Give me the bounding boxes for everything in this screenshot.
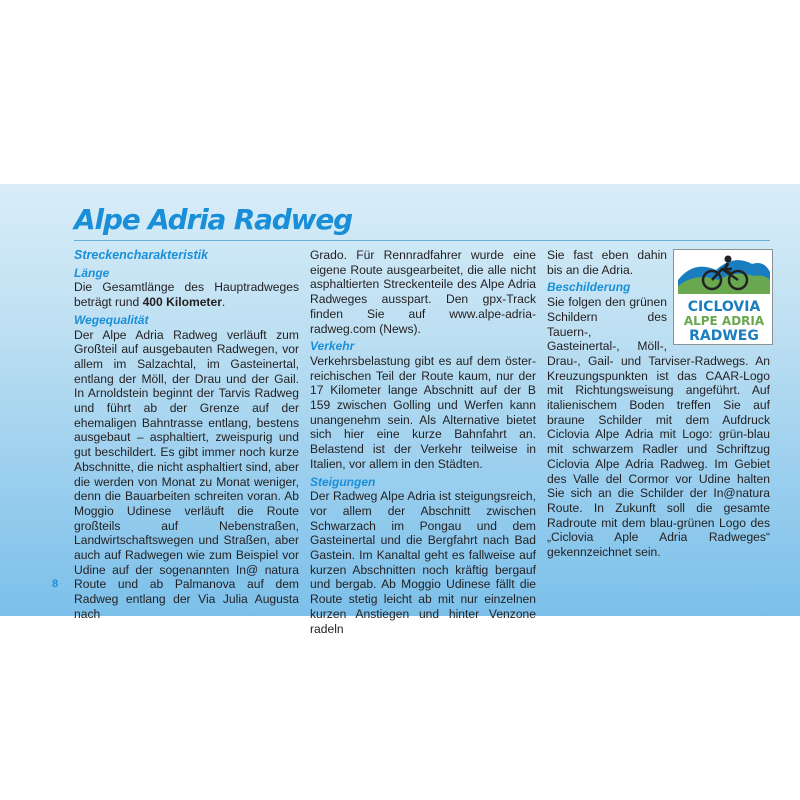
column-1 <box>74 248 299 622</box>
laenge-value: 400 Kilometer <box>142 295 222 310</box>
laenge-text: Die Gesamtlänge des Hauptradweges beträgt rund <box>74 280 299 310</box>
paragraph-wegequalitaet: Der Alpe Adria Radweg verläuft zum Großteil auf ausgebauten Radwegen, vor allem im Salzachtal, im Gasteinertal, entlang der Möll, der Drau und der Gail. In Arnoldstein beginnt der Tarvis Radweg und führt ab der Grenze auf der ehemaligen Bahntrasse entlang, bestens ausgebaut – asphaltiert, zweispurig und gut beschildert. Es gibt immer noch kurze Abschnitte, die nicht asphaltiert sind, aber die werden von Monat zu Monat weniger, denn die Bauarbeiten schreiten voran. Ab Moggio Udinese verläuft die Route großteils auf Nebenstraßen, Landwirtschaftswegen und Straßen, aber auch auf Radwegen wie zum Beispiel vor Udine auf der sogenannten In@ natura Route und ab Palmanova auf dem Radweg entlang der Via Julia Augusta nach <box>74 327 299 621</box>
logo-line-1: CICLOVIA <box>687 299 761 315</box>
heading-verkehr: Verkehr <box>310 339 355 354</box>
section-subtitle: Streckencharakteristik <box>74 248 209 262</box>
page-title: Alpe Adria Radweg <box>74 203 352 236</box>
page-number: 8 <box>52 578 59 590</box>
paragraph-laenge <box>74 280 299 309</box>
paragraph-steigungen: Der Radweg Alpe Adria ist steigungsreich, vor allem der Abschnitt zwischen Schwarzach im Pongau und dem Gasteinertal und die Bergfahrt nach Bad Gastein. Im Kanaltal geht es fallweise auf kurzen Abschnitten noch kräftig bergauf und bergab. Ab Moggio Udinese fällt die Route stetig leicht ab mit nur einzelnen kurzen Anstiegen und hinter Venzone radeln <box>310 489 536 636</box>
heading-steigungen: Steigungen <box>310 474 376 489</box>
cyclist-icon <box>674 250 774 346</box>
logo-line-2: ALPE ADRIA <box>683 314 765 328</box>
logo-line-3: RADWEG <box>689 328 759 344</box>
paragraph-wegequalitaet-continued: Grado. Für Rennradfahrer wurde eine eigene Route ausgearbeitet, die alle nicht asphaltierten Streckenteile des Alpe Adria Radweges ausspart. Den gpx-Track finden Sie auf www.alpe-adria-radweg.com (News). <box>310 248 536 336</box>
title-divider <box>74 240 770 241</box>
heading-beschilderung: Beschilderung <box>547 280 631 295</box>
column-2 <box>310 248 536 636</box>
paragraph-steigungen-continued: Sie fast eben dahin bis an die Adria. <box>547 248 667 277</box>
column-3 <box>547 248 770 560</box>
heading-laenge: Länge <box>74 265 110 280</box>
paragraph-beschilderung: Sie folgen den grünen Schildern des Tauern-, Gasteinertal-, Möll-, Drau-, Gail- und Tarviser-Radwegs. An Kreuzungspunkten ist das CAAR-Logo mit Richtungsweisung angeführt. Auf italienischem Boden treffen Sie auf braune Schilder mit dem Aufdruck Ciclovia Alpe Adria mit Logo: grün-blau mit schwarzem Radler und Schriftzug Ciclovia Alpe Adria Radweg. Im Gebiet des Valle del Cormor vor Udine halten Sie sich an die Schilder der In@natura Route. In Zukunft soll die gesamte Radroute mit dem blau-grünen Logo des „Ciclovia Aple Adria Radweges“ gekennzeichnet sein. <box>547 295 770 560</box>
laenge-text-end: . <box>221 295 226 310</box>
heading-wegequalitaet: Wegequalität <box>74 312 149 327</box>
ciclovia-logo <box>673 249 773 345</box>
paragraph-verkehr: Verkehrsbelastung gibt es auf dem österreichischen Teil der Route kaum, nur der 17 Kilometer lange Abschnitt auf der B 159 zwischen Golling und Werfen kann unangenehm sein. Als Alternative bietet sich hier eine kurze Bahnfahrt an. Belastend ist der Verkehr teilweise in Italien, vor allem in den Städten. <box>310 353 536 471</box>
